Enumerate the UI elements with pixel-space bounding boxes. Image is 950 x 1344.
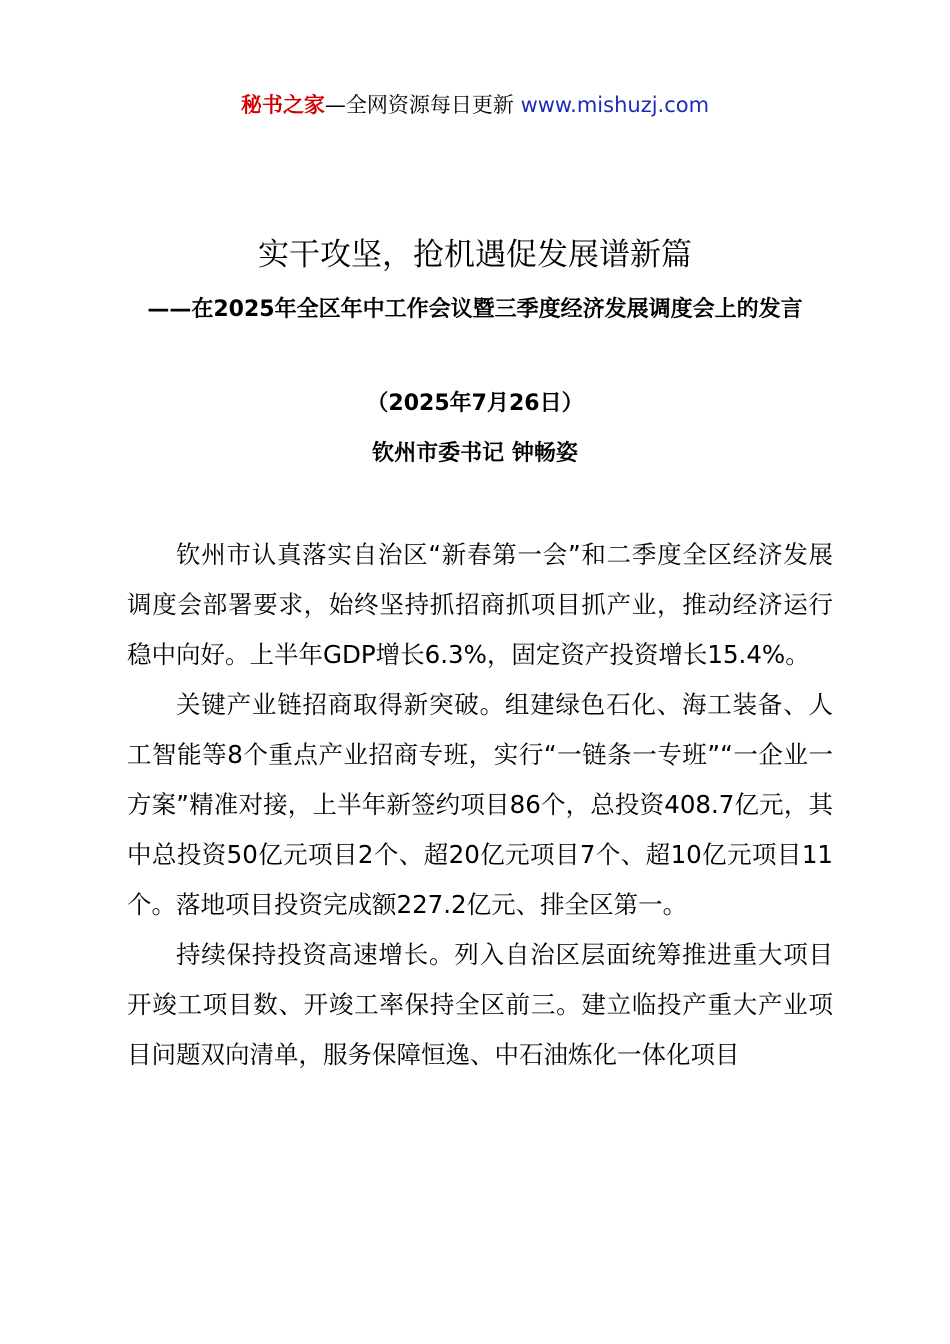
document-author: 钦州市委书记 钟畅姿 (372, 441, 578, 466)
document-subtitle: ——在2025年全区年中工作会议暨三季度经济发展调度会上的发言 (147, 297, 803, 322)
site-url-link[interactable]: www.mishuzj.com (520, 93, 710, 117)
document-title: 实干攻坚，抢机遇促发展谱新篇 (258, 237, 692, 273)
paragraph: 关键产业链招商取得新突破。组建绿色石化、海工装备、人工智能等8个重点产业招商专班，实行“一链条一专班”“一企业一方案”精准对接，上半年新签约项目86个，总投资408.7亿元，其中总投资50亿元项目2个、超20亿元项目7个、超10亿元项目11个。落地项目投资完成额227.2亿元、排全区第一。 (127, 690, 833, 919)
document-date: （2025年7月26日） (366, 391, 584, 416)
site-header (0, 88, 950, 122)
brand-name[interactable]: 秘书之家 (240, 93, 325, 117)
document-body (127, 530, 833, 1080)
header-tagline: —全网资源每日更新 (324, 93, 514, 117)
paragraph: 持续保持投资高速增长。列入自治区层面统筹推进重大项目开竣工项目数、开竣工率保持全区前三。建立临投产重大产业项目问题双向清单，服务保障恒逸、中石油炼化一体化项目 (127, 940, 833, 1069)
paragraph: 钦州市认真落实自治区“新春第一会”和二季度全区经济发展调度会部署要求，始终坚持抓招商抓项目抓产业，推动经济运行稳中向好。上半年GDP增长6.3%，固定资产投资增长15.4%。 (127, 540, 833, 669)
